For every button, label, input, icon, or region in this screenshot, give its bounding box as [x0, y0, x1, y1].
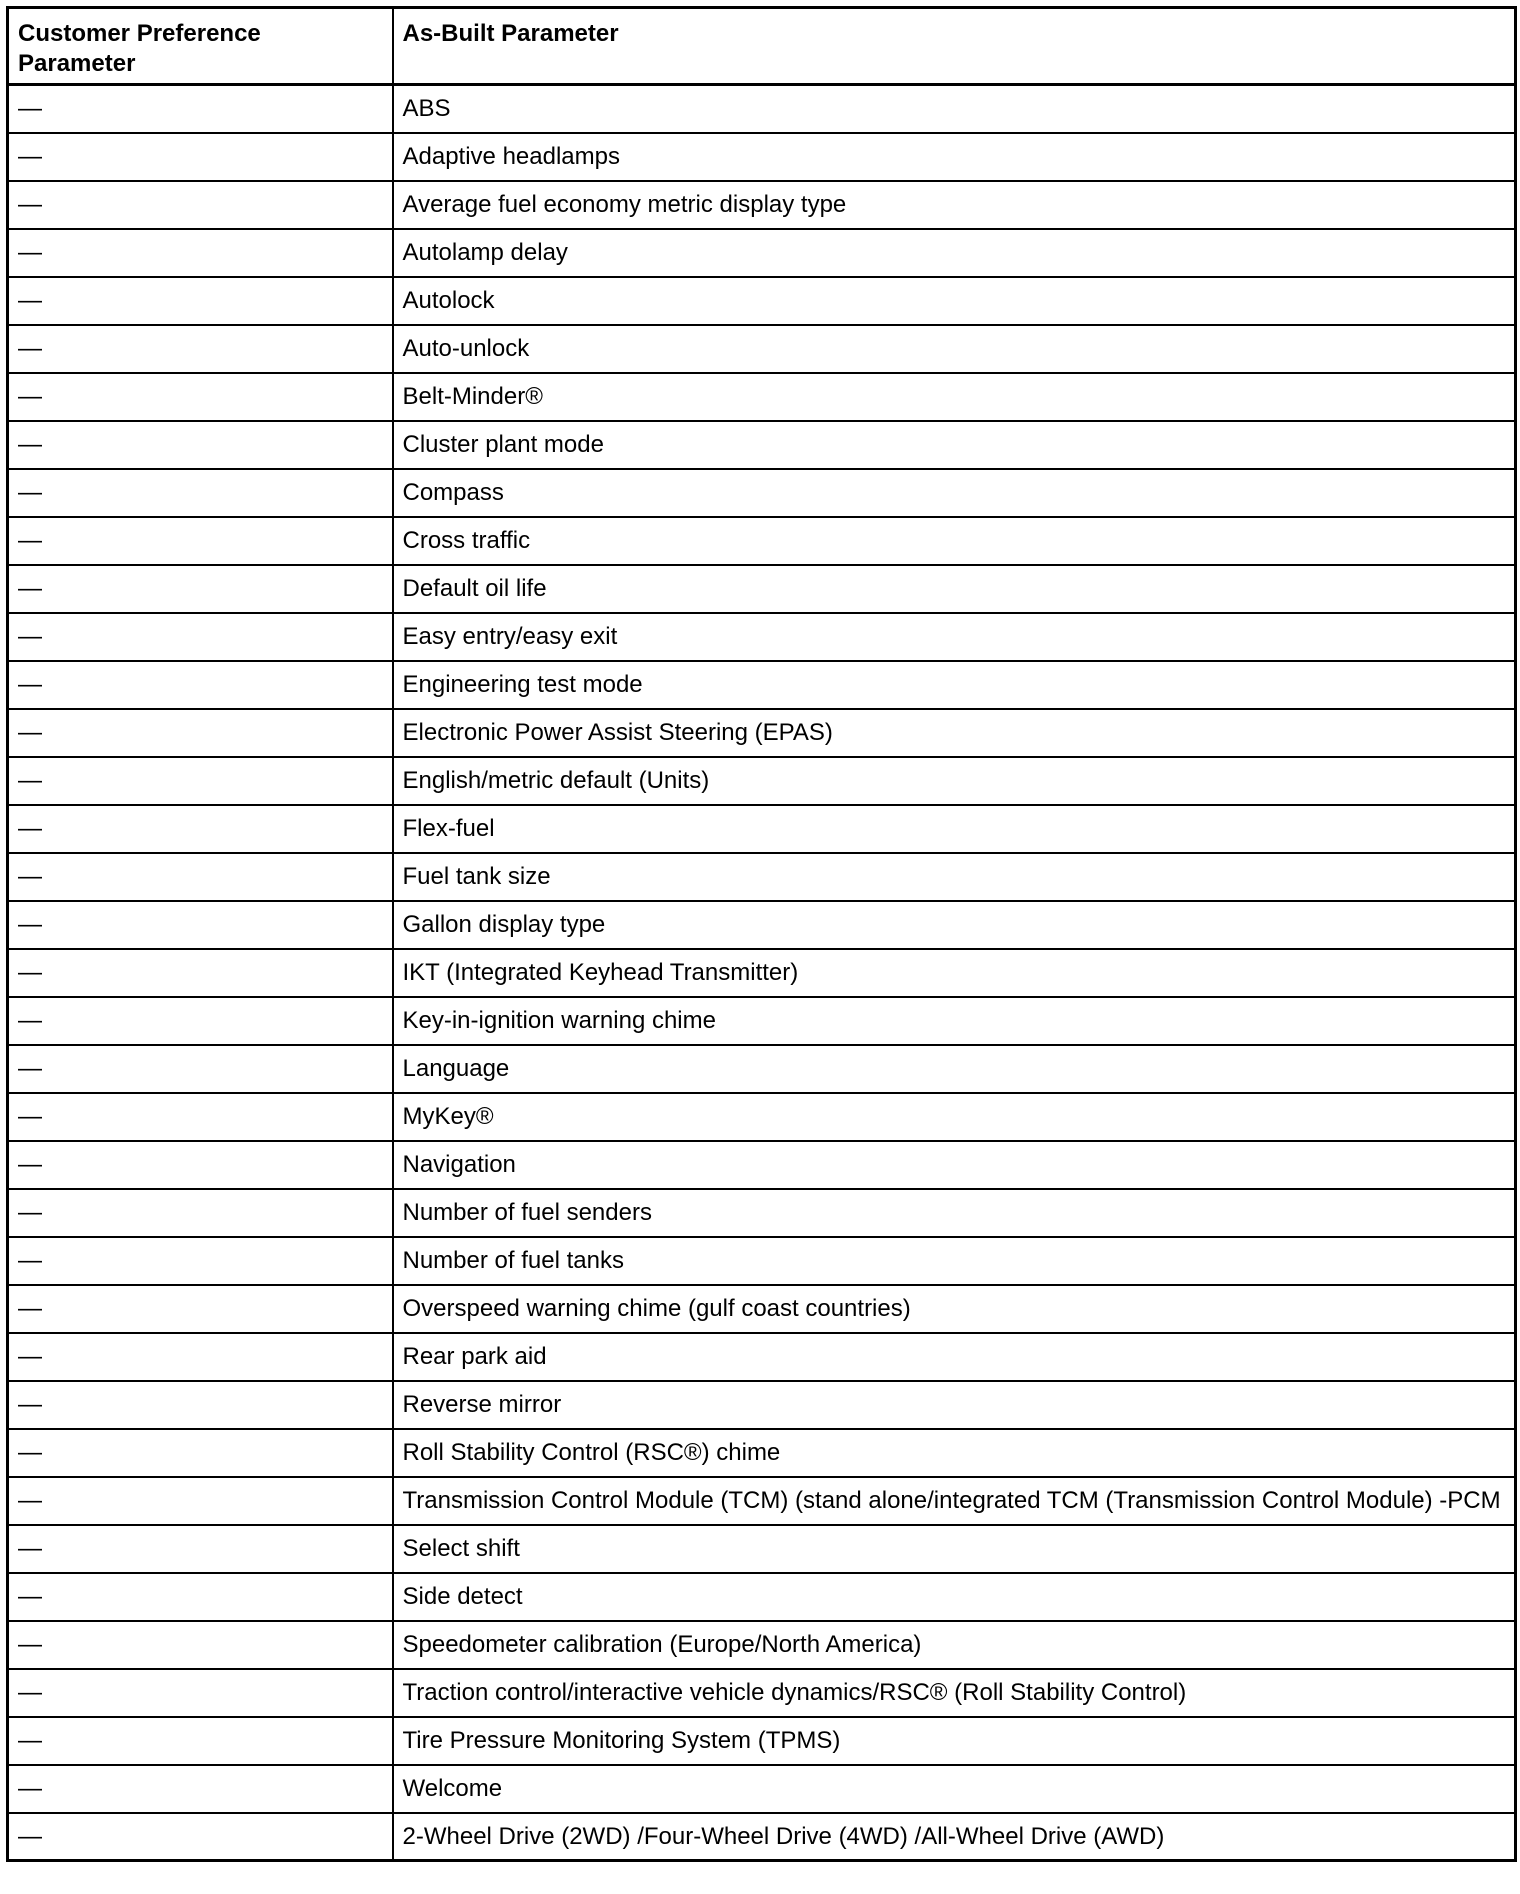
table-header-row — [8, 8, 1516, 85]
table-row — [8, 1765, 1516, 1813]
table-row — [8, 709, 1516, 757]
customer-preference-cell: — — [8, 133, 393, 181]
customer-preference-cell: — — [8, 805, 393, 853]
as-built-parameter-cell: Roll Stability Control (RSC®) chime — [393, 1429, 1516, 1477]
customer-preference-cell: — — [8, 325, 393, 373]
as-built-parameter-cell: IKT (Integrated Keyhead Transmitter) — [393, 949, 1516, 997]
customer-preference-cell: — — [8, 1621, 393, 1669]
as-built-parameter-cell: Key-in-ignition warning chime — [393, 997, 1516, 1045]
table-row — [8, 805, 1516, 853]
as-built-parameter-cell: Gallon display type — [393, 901, 1516, 949]
customer-preference-cell: — — [8, 1189, 393, 1237]
table-row — [8, 85, 1516, 133]
column-header-customer-preference: Customer Preference Parameter — [8, 8, 393, 85]
customer-preference-cell: — — [8, 1669, 393, 1717]
table-row — [8, 277, 1516, 325]
table-row — [8, 229, 1516, 277]
table-row — [8, 1813, 1516, 1861]
as-built-parameter-cell: Language — [393, 1045, 1516, 1093]
as-built-parameter-cell: Tire Pressure Monitoring System (TPMS) — [393, 1717, 1516, 1765]
table-row — [8, 1525, 1516, 1573]
customer-preference-cell: — — [8, 277, 393, 325]
table-row — [8, 1237, 1516, 1285]
customer-preference-cell: — — [8, 1717, 393, 1765]
customer-preference-cell: — — [8, 565, 393, 613]
parameter-table — [6, 6, 1517, 1862]
table-row — [8, 901, 1516, 949]
table-row — [8, 565, 1516, 613]
customer-preference-cell: — — [8, 853, 393, 901]
as-built-parameter-cell: Default oil life — [393, 565, 1516, 613]
customer-preference-cell: — — [8, 1093, 393, 1141]
customer-preference-cell: — — [8, 1237, 393, 1285]
table-row — [8, 421, 1516, 469]
as-built-parameter-cell: Adaptive headlamps — [393, 133, 1516, 181]
customer-preference-cell: — — [8, 661, 393, 709]
table-row — [8, 325, 1516, 373]
as-built-parameter-cell: Belt-Minder® — [393, 373, 1516, 421]
as-built-parameter-cell: Average fuel economy metric display type — [393, 181, 1516, 229]
table-row — [8, 1573, 1516, 1621]
table-row — [8, 1285, 1516, 1333]
customer-preference-cell: — — [8, 997, 393, 1045]
customer-preference-cell: — — [8, 373, 393, 421]
customer-preference-cell: — — [8, 229, 393, 277]
customer-preference-cell: — — [8, 85, 393, 133]
as-built-parameter-cell: Number of fuel senders — [393, 1189, 1516, 1237]
customer-preference-cell: — — [8, 709, 393, 757]
as-built-parameter-cell: Electronic Power Assist Steering (EPAS) — [393, 709, 1516, 757]
customer-preference-cell: — — [8, 1573, 393, 1621]
table-row — [8, 1045, 1516, 1093]
as-built-parameter-cell: Side detect — [393, 1573, 1516, 1621]
as-built-parameter-cell: Compass — [393, 469, 1516, 517]
table-row — [8, 853, 1516, 901]
as-built-parameter-cell: Overspeed warning chime (gulf coast countries) — [393, 1285, 1516, 1333]
table-row — [8, 1477, 1516, 1525]
as-built-parameter-cell: Auto-unlock — [393, 325, 1516, 373]
table-row — [8, 997, 1516, 1045]
as-built-parameter-cell: Speedometer calibration (Europe/North America) — [393, 1621, 1516, 1669]
as-built-parameter-cell: English/metric default (Units) — [393, 757, 1516, 805]
table-row — [8, 1621, 1516, 1669]
customer-preference-cell: — — [8, 1765, 393, 1813]
table-row — [8, 1429, 1516, 1477]
customer-preference-cell: — — [8, 1429, 393, 1477]
customer-preference-cell: — — [8, 1141, 393, 1189]
customer-preference-cell: — — [8, 1333, 393, 1381]
customer-preference-cell: — — [8, 1477, 393, 1525]
customer-preference-cell: — — [8, 1381, 393, 1429]
table-row — [8, 133, 1516, 181]
as-built-parameter-cell: Rear park aid — [393, 1333, 1516, 1381]
as-built-parameter-cell: Autolock — [393, 277, 1516, 325]
as-built-parameter-cell: 2-Wheel Drive (2WD) /Four-Wheel Drive (4WD) /All-Wheel Drive (AWD) — [393, 1813, 1516, 1861]
as-built-parameter-cell: Easy entry/easy exit — [393, 613, 1516, 661]
table-row — [8, 1141, 1516, 1189]
table-row — [8, 517, 1516, 565]
as-built-parameter-cell: Number of fuel tanks — [393, 1237, 1516, 1285]
column-header-as-built: As-Built Parameter — [393, 8, 1516, 85]
as-built-parameter-cell: Fuel tank size — [393, 853, 1516, 901]
as-built-parameter-cell: Cluster plant mode — [393, 421, 1516, 469]
as-built-parameter-cell: Autolamp delay — [393, 229, 1516, 277]
table-row — [8, 1333, 1516, 1381]
customer-preference-cell: — — [8, 517, 393, 565]
customer-preference-cell: — — [8, 1285, 393, 1333]
table-row — [8, 1093, 1516, 1141]
as-built-parameter-cell: Transmission Control Module (TCM) (stand alone/integrated TCM (Transmission Control Module) -PCM — [393, 1477, 1516, 1525]
as-built-parameter-cell: Flex-fuel — [393, 805, 1516, 853]
as-built-parameter-cell: Navigation — [393, 1141, 1516, 1189]
table-row — [8, 1189, 1516, 1237]
customer-preference-cell: — — [8, 1045, 393, 1093]
table-row — [8, 181, 1516, 229]
as-built-parameter-cell: Reverse mirror — [393, 1381, 1516, 1429]
table-row — [8, 949, 1516, 997]
as-built-parameter-cell: MyKey® — [393, 1093, 1516, 1141]
table-row — [8, 373, 1516, 421]
as-built-parameter-cell: ABS — [393, 85, 1516, 133]
table-row — [8, 1381, 1516, 1429]
table-row — [8, 1717, 1516, 1765]
as-built-parameter-cell: Cross traffic — [393, 517, 1516, 565]
as-built-parameter-cell: Engineering test mode — [393, 661, 1516, 709]
customer-preference-cell: — — [8, 469, 393, 517]
customer-preference-cell: — — [8, 949, 393, 997]
as-built-parameter-cell: Traction control/interactive vehicle dynamics/RSC® (Roll Stability Control) — [393, 1669, 1516, 1717]
customer-preference-cell: — — [8, 901, 393, 949]
table-row — [8, 661, 1516, 709]
table-row — [8, 613, 1516, 661]
customer-preference-cell: — — [8, 1525, 393, 1573]
customer-preference-cell: — — [8, 181, 393, 229]
table-row — [8, 469, 1516, 517]
as-built-parameter-cell: Select shift — [393, 1525, 1516, 1573]
table-body — [8, 85, 1516, 1861]
customer-preference-cell: — — [8, 757, 393, 805]
customer-preference-cell: — — [8, 421, 393, 469]
as-built-parameter-cell: Welcome — [393, 1765, 1516, 1813]
customer-preference-cell: — — [8, 1813, 393, 1861]
table-row — [8, 757, 1516, 805]
customer-preference-cell: — — [8, 613, 393, 661]
table-row — [8, 1669, 1516, 1717]
